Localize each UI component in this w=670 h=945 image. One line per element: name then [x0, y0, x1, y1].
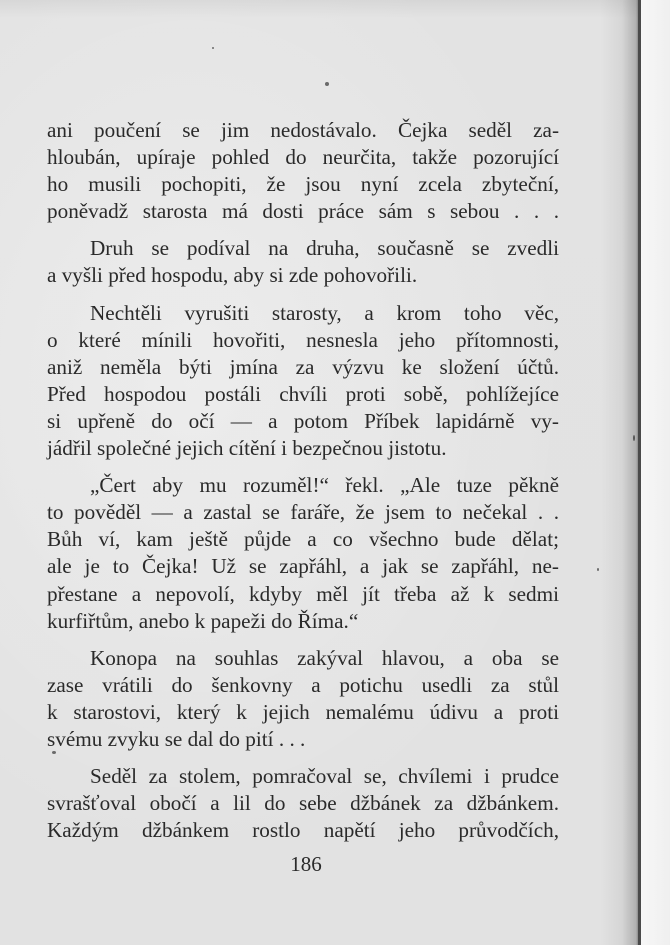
text-line: zase vrátili do šenkovny a potichu usedli za stůl: [47, 672, 559, 697]
paper-speck: [633, 435, 635, 441]
text-line: Bůh ví, kam ještě půjde a co všechno bude dělat;: [47, 527, 559, 552]
paragraph-6: [47, 763, 559, 844]
text-line: k starostovi, který k jejich nemalému údivu a proti: [47, 699, 559, 724]
page-number: 186: [290, 852, 322, 876]
adjacent-page-strip: [641, 0, 670, 945]
text-line: svrašťoval obočí a lil do sebe džbánek za džbánkem.: [47, 791, 559, 816]
text-line: Konopa na souhlas zakýval hlavou, a oba se: [90, 645, 559, 670]
text-line: přestane a nepovolí, kdyby měl jít třeba až k sedmi: [47, 581, 559, 606]
paragraph-1: [47, 117, 559, 225]
text-line: Druh se podíval na druha, současně se zvedli: [90, 236, 559, 261]
text-line: svému zvyku se dal do pití . . .: [47, 726, 306, 751]
body-text: [47, 117, 559, 854]
text-line: hloubán, upíraje pohled do neurčita, takže pozorující: [47, 145, 559, 170]
paper-speck: [597, 568, 599, 571]
text-line: Seděl za stolem, pomračoval se, chvílemi i prudce: [90, 764, 559, 789]
text-line: si upřeně do očí — a potom Příbek lapidárně vy-: [47, 408, 559, 433]
text-line: poněvadž starosta má dosti práce sám s sebou . . .: [47, 199, 559, 224]
text-line: Nechtěli vyrušiti starosty, a krom toho věc,: [90, 300, 559, 325]
text-line: jádřil společné jejich cítění i bezpečnou jistotu.: [47, 436, 447, 461]
text-line: to pověděl — a zastal se faráře, že jsem to nečekal . .: [47, 500, 559, 525]
text-line: aniž neměla býti jmína za výzvu ke složení účtů.: [47, 354, 559, 379]
text-line: ho musili pochopiti, že jsou nyní zcela zbyteční,: [47, 172, 559, 197]
text-line: ani poučení se jim nedostávalo. Čejka seděl za-: [47, 118, 559, 142]
text-line: o které mínili hovořiti, nesnesla jeho přítomnosti,: [47, 327, 559, 352]
paragraph-2: [47, 235, 559, 289]
text-line: ale je to Čejka! Už se zapřáhl, a jak se zapřáhl, ne-: [47, 554, 559, 579]
paragraph-5: [47, 645, 559, 753]
text-line: kurfiřtům, anebo k papeži do Říma.“: [47, 608, 359, 633]
paragraph-3: [47, 300, 559, 463]
text-line: Každým džbánkem rostlo napětí jeho průvodčích,: [47, 818, 559, 843]
paper-speck: [325, 82, 329, 86]
text-line: Před hospodou postáli chvíli proti sobě, pohlížejíce: [47, 381, 559, 406]
text-line: „Čert aby mu rozuměl!“ řekl. „Ale tuze pěkně: [90, 473, 559, 498]
paper-speck: [212, 47, 214, 49]
paragraph-4: [47, 472, 559, 635]
text-line: a vyšli před hospodu, aby si zde pohovořili.: [47, 263, 418, 288]
